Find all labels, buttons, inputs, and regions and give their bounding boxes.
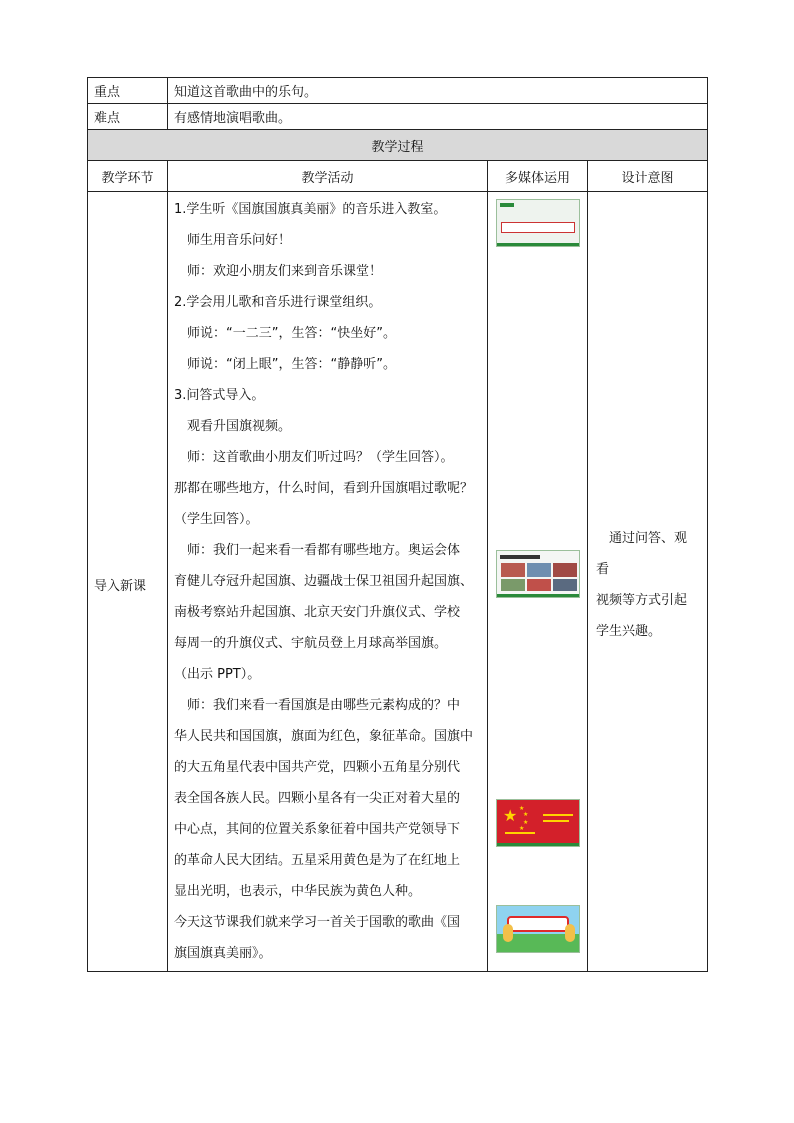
- ppt-song-title-thumbnail: [496, 905, 580, 953]
- activity-line: 师说：“闭上眼”，生答：“静静听”。: [187, 357, 396, 372]
- activity-line: （出示 PPT）。: [174, 667, 261, 682]
- activity-line: 的大五角星代表中国共产党，四颗小五角星分别代: [174, 760, 461, 775]
- key-point-text: 知道这首歌曲中的乐句。: [168, 78, 708, 104]
- activity-line: 旗国旗真美丽》。: [174, 946, 272, 961]
- ppt-title-slide-thumbnail: [496, 199, 580, 247]
- activity-line: 华人民共和国国旗，旗面为红色，象征革命。国旗中: [174, 729, 474, 744]
- ppt-national-flag-thumbnail: ★ ★ ★ ★ ★: [496, 799, 580, 847]
- design-intent-cell: [588, 192, 708, 972]
- activity-line: 3.问答式导入。: [174, 388, 265, 403]
- column-header-activity: 教学活动: [168, 161, 488, 192]
- key-point-label: 重点: [88, 78, 168, 104]
- activity-line: 表全国各族人民。四颗小星各有一尖正对着大星的: [174, 791, 461, 806]
- activity-line: 师说：“一二三”，生答：“快坐好”。: [187, 326, 396, 341]
- activity-line: 那都在哪些地方，什么时间，看到升国旗唱过歌呢？: [174, 481, 474, 496]
- activity-line: 的革命人民大团结。五星采用黄色是为了在红地上: [174, 853, 461, 868]
- activity-line: 南极考察站升起国旗、北京天安门升旗仪式、学校: [174, 605, 461, 620]
- design-intent-line: 通过问答、观看: [596, 530, 688, 577]
- activity-line: 今天这节课我们就来学习一首关于国歌的歌曲《国: [174, 915, 461, 930]
- activity-line: （学生回答）。: [174, 512, 259, 527]
- media-cell: [488, 192, 588, 972]
- design-intent-line: 视频等方式引起: [596, 592, 688, 608]
- activity-line: 1.学生听《国旗国旗真美丽》的音乐进入教室。: [174, 202, 447, 217]
- section-title: 教学过程: [88, 130, 708, 161]
- lesson-plan-table: [87, 77, 708, 972]
- activity-cell: [168, 192, 488, 972]
- ppt-flag-raising-places-thumbnail: [496, 550, 580, 598]
- difficulty-text: 有感情地演唱歌曲。: [168, 104, 708, 130]
- activity-line: 师：我们一起来看一看都有哪些地方。奥运会体: [187, 543, 461, 558]
- activity-line: 每周一的升旗仪式、宇航员登上月球高举国旗。: [174, 636, 448, 651]
- column-header-design: 设计意图: [588, 161, 708, 192]
- activity-line: 师：这首歌曲小朋友们听过吗？（学生回答）。: [187, 450, 454, 465]
- big-star-icon: ★: [503, 806, 518, 825]
- activity-line: 中心点，其间的位置关系象征着中国共产党领导下: [174, 822, 461, 837]
- intro-stage-row: [88, 192, 708, 972]
- column-header-row: [88, 161, 708, 192]
- activity-line: 2.学会用儿歌和音乐进行课堂组织。: [174, 295, 382, 310]
- stage-name: 导入新课: [88, 192, 168, 972]
- section-header-row: [88, 130, 708, 161]
- difficulty-label: 难点: [88, 104, 168, 130]
- design-intent-text: [596, 523, 699, 647]
- activity-line: 师生用音乐问好！: [187, 233, 292, 248]
- activity-line: 显出光明，也表示，中华民族为黄色人种。: [174, 884, 422, 899]
- design-intent-line: 学生兴趣。: [596, 623, 662, 639]
- column-header-media: 多媒体运用: [488, 161, 588, 192]
- activity-lines: [174, 194, 481, 969]
- column-header-stage: 教学环节: [88, 161, 168, 192]
- activity-line: 观看升国旗视频。: [187, 419, 292, 434]
- key-point-row: [88, 78, 708, 104]
- activity-line: 师：我们来看一看国旗是由哪些元素构成的？中: [187, 698, 461, 713]
- difficulty-row: [88, 104, 708, 130]
- activity-line: 师：欢迎小朋友们来到音乐课堂！: [187, 264, 383, 279]
- activity-line: 育健儿夺冠升起国旗、边疆战士保卫祖国升起国旗、: [174, 574, 474, 589]
